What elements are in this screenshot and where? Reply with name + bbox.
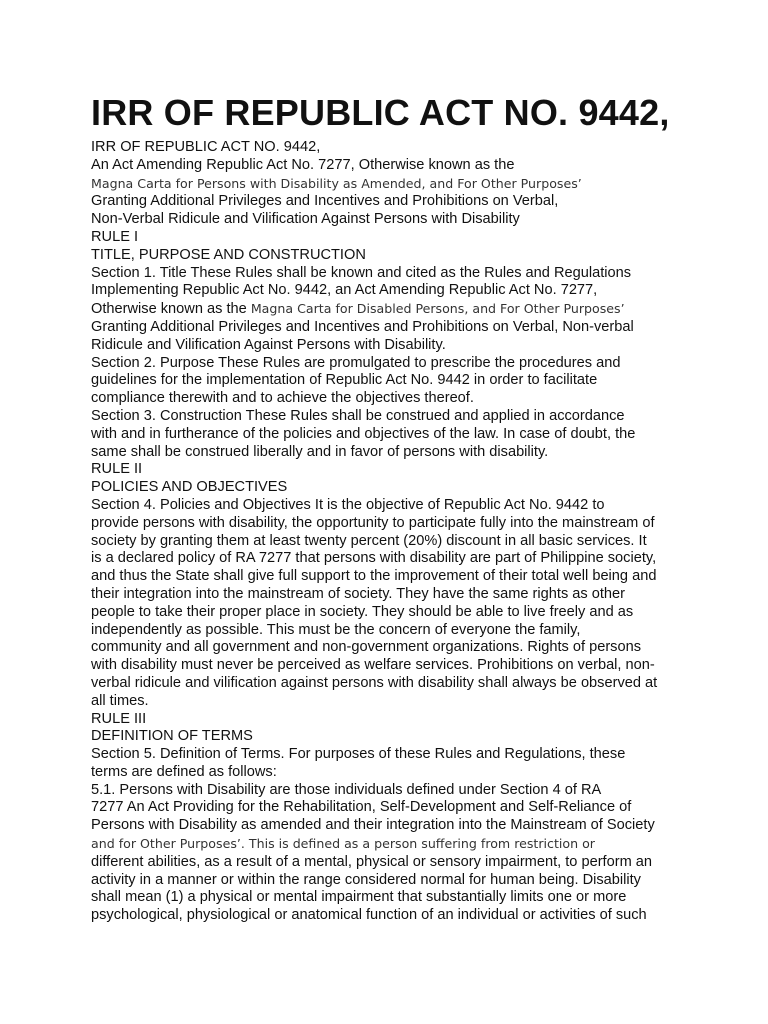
text-segment: Section 1. Title These Rules shall be known and cited as the Rules and Regulations xyxy=(91,264,632,281)
text-line xyxy=(91,337,691,355)
text-segment: same shall be construed liberally and in favor of persons with disability. xyxy=(91,443,549,460)
text-segment: with disability must never be perceived as welfare services. Prohibitions on verbal, non- xyxy=(91,657,655,674)
text-line xyxy=(91,319,691,337)
text-segment: RULE II xyxy=(91,461,143,478)
text-segment: An Act Amending Republic Act No. 7277, Otherwise known as the xyxy=(91,156,515,173)
text-line xyxy=(91,157,691,175)
text-segment: Section 3. Construction These Rules shall be construed and applied in accordance xyxy=(91,407,625,424)
text-line xyxy=(91,799,691,817)
text-segment: terms are defined as follows: xyxy=(91,763,277,780)
text-line xyxy=(91,139,691,157)
text-line xyxy=(91,764,691,782)
text-line xyxy=(91,265,691,283)
text-line xyxy=(91,390,691,408)
document-title: IRR OF REPUBLIC ACT NO. 9442, xyxy=(91,92,670,133)
text-line xyxy=(91,639,691,657)
text-line xyxy=(91,211,691,229)
text-line xyxy=(91,550,691,568)
text-line xyxy=(91,693,691,711)
text-line xyxy=(91,675,691,693)
text-line xyxy=(91,657,691,675)
text-segment: people to take their proper place in society. They should be able to live freely and as xyxy=(91,603,634,620)
text-line xyxy=(91,461,691,479)
text-line xyxy=(91,408,691,426)
text-line xyxy=(91,907,691,925)
alt-font-segment: Magna Carta for Persons with Disability as Amended, and For Other Purposes’ xyxy=(91,175,582,191)
text-segment: TITLE, PURPOSE AND CONSTRUCTION xyxy=(91,246,366,263)
text-line xyxy=(91,604,691,622)
document-body xyxy=(91,139,691,925)
text-segment: Section 4. Policies and Objectives It is the objective of Republic Act No. 9442 to xyxy=(91,496,605,513)
text-line xyxy=(91,426,691,444)
text-line xyxy=(91,175,691,194)
document-page xyxy=(91,92,691,925)
text-segment: guidelines for the implementation of Republic Act No. 9442 in order to facilitate xyxy=(91,372,598,389)
text-segment: Non-Verbal Ridicule and Vilification Against Persons with Disability xyxy=(91,211,520,228)
text-segment: activity in a manner or within the range considered normal for human being. Disability xyxy=(91,871,641,888)
text-line xyxy=(91,746,691,764)
text-segment: different abilities, as a result of a mental, physical or sensory impairment, to perform an xyxy=(91,853,653,870)
alt-font-segment: Magna Carta for Disabled Persons, and For Other Purposes’ xyxy=(250,301,625,317)
text-line xyxy=(91,193,691,211)
text-segment: and thus the State shall give full support to the improvement of their total well being and xyxy=(91,568,657,585)
text-segment: Granting Additional Privileges and Incentives and Prohibitions on Verbal, Non-verbal xyxy=(91,318,634,335)
text-segment: RULE I xyxy=(91,228,139,245)
text-line xyxy=(91,622,691,640)
text-line xyxy=(91,782,691,800)
text-line xyxy=(91,282,691,300)
text-segment: community and all government and non-government organizations. Rights of persons xyxy=(91,639,642,656)
text-line xyxy=(91,835,691,854)
text-segment: 7277 An Act Providing for the Rehabilitation, Self-Development and Self-Reliance of xyxy=(91,799,632,816)
text-line xyxy=(91,229,691,247)
text-segment: independently as possible. This must be the concern of everyone the family, xyxy=(91,621,581,638)
text-line xyxy=(91,872,691,890)
text-segment: their integration into the mainstream of society. They have the same rights as other xyxy=(91,585,626,602)
text-segment: RULE III xyxy=(91,710,147,727)
text-segment: Granting Additional Privileges and Incentives and Prohibitions on Verbal, xyxy=(91,193,559,210)
text-line xyxy=(91,889,691,907)
text-line xyxy=(91,568,691,586)
text-segment: compliance therewith and to achieve the objectives thereof. xyxy=(91,390,474,407)
text-segment: POLICIES AND OBJECTIVES xyxy=(91,479,288,496)
text-line xyxy=(91,247,691,265)
text-line xyxy=(91,728,691,746)
text-line xyxy=(91,586,691,604)
text-line xyxy=(91,497,691,515)
text-segment: psychological, physiological or anatomical function of an individual or activities of such xyxy=(91,907,647,924)
text-segment: society by granting them at least twenty percent (20%) discount in all basic services. It xyxy=(91,532,647,549)
text-segment: verbal ridicule and vilification against persons with disability shall always be observed at xyxy=(91,674,658,691)
text-segment: Otherwise known as the xyxy=(91,301,251,318)
text-segment: with and in furtherance of the policies and objectives of the law. In case of doubt, the xyxy=(91,425,636,442)
text-segment: Implementing Republic Act No. 9442, an Act Amending Republic Act No. 7277, xyxy=(91,282,598,299)
text-line xyxy=(91,300,691,319)
text-segment: Ridicule and Vilification Against Persons with Disability. xyxy=(91,336,446,353)
text-segment: Section 2. Purpose These Rules are promulgated to prescribe the procedures and xyxy=(91,354,621,371)
text-segment: provide persons with disability, the opportunity to participate fully into the mainstream of xyxy=(91,514,655,531)
text-segment: all times. xyxy=(91,692,149,709)
text-segment: shall mean (1) a physical or mental impairment that substantially limits one or more xyxy=(91,889,627,906)
text-segment: DEFINITION OF TERMS xyxy=(91,728,253,745)
text-segment: Persons with Disability as amended and their integration into the Mainstream of Society xyxy=(91,817,655,834)
text-line xyxy=(91,533,691,551)
text-line xyxy=(91,372,691,390)
text-segment: IRR OF REPUBLIC ACT NO. 9442, xyxy=(91,139,321,155)
alt-font-segment: and for Other Purposes’. This is defined as a person suffering from restriction or xyxy=(91,836,595,852)
text-line xyxy=(91,711,691,729)
text-line xyxy=(91,444,691,462)
text-line xyxy=(91,355,691,373)
text-segment: Section 5. Definition of Terms. For purposes of these Rules and Regulations, these xyxy=(91,746,626,763)
text-line xyxy=(91,515,691,533)
text-line xyxy=(91,479,691,497)
text-segment: is a declared policy of RA 7277 that persons with disability are part of Philippine society, xyxy=(91,550,657,567)
text-line xyxy=(91,817,691,835)
text-segment: 5.1. Persons with Disability are those individuals defined under Section 4 of RA xyxy=(91,781,602,798)
text-line xyxy=(91,854,691,872)
